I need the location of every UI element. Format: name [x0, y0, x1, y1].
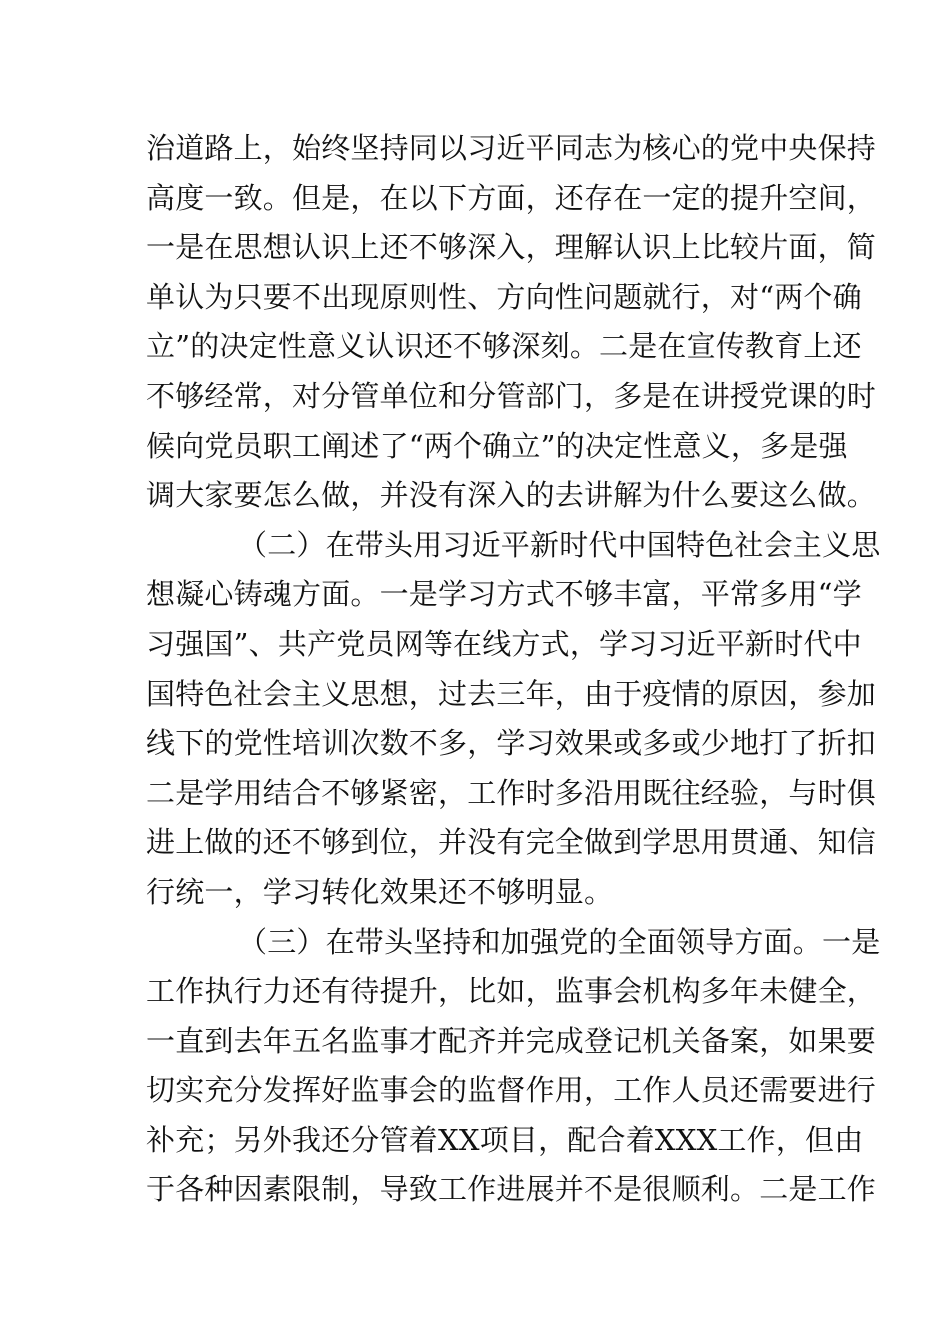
text-line: 线下的党性培训次数不多，学习效果或多或少地打了折扣	[146, 726, 877, 761]
text-line: 想凝心铸魂方面。一是学习方式不够丰富，平常多用“学	[146, 577, 862, 612]
text-line: 于各种因素限制，导致工作进展并不是很顺利。二是工作	[146, 1172, 877, 1207]
document-body-text	[146, 124, 881, 1215]
text-line: 一是在思想认识上还不够深入，理解认识上比较片面，简	[146, 230, 877, 265]
section-two-heading-line: （二）在带头用习近平新时代中国特色社会主义思	[238, 527, 881, 562]
text-line: 高度一致。但是，在以下方面，还存在一定的提升空间，	[146, 180, 877, 215]
text-line: 一直到去年五名监事才配齐并完成登记机关备案，如果要	[146, 1023, 877, 1058]
text-line: 治道路上，始终坚持同以习近平同志为核心的党中央保持	[146, 131, 877, 165]
text-line: 立”的决定性意义认识还不够深刻。二是在宣传教育上还	[146, 329, 862, 364]
text-line: 习强国”、共产党员网等在线方式，学习习近平新时代中	[146, 626, 862, 661]
section-three-heading-line: （三）在带头坚持和加强党的全面领导方面。一是	[238, 924, 881, 959]
text-line: 不够经常，对分管单位和分管部门，多是在讲授党课的时	[146, 378, 877, 413]
text-line: 国特色社会主义思想，过去三年，由于疫情的原因，参加	[146, 676, 877, 711]
text-line: 切实充分发挥好监事会的监督作用，工作人员还需要进行	[146, 1073, 877, 1108]
text-line: 工作执行力还有待提升，比如，监事会机构多年未健全，	[146, 974, 877, 1009]
text-line: 二是学用结合不够紧密，工作时多沿用既往经验，与时俱	[146, 775, 877, 810]
text-line: 单认为只要不出现原则性、方向性问题就行，对“两个确	[146, 279, 862, 314]
text-line: 进上做的还不够到位，并没有完全做到学思用贯通、知信	[146, 825, 877, 860]
text-line: 调大家要怎么做，并没有深入的去讲解为什么要这么做。	[146, 478, 877, 513]
text-line: 候向党员职工阐述了“两个确立”的决定性意义，多是强	[146, 428, 848, 463]
text-line: 补充；另外我还分管着XX项目，配合着XXX工作，但由	[146, 1122, 864, 1157]
text-line: 行统一，学习转化效果还不够明显。	[146, 874, 614, 909]
